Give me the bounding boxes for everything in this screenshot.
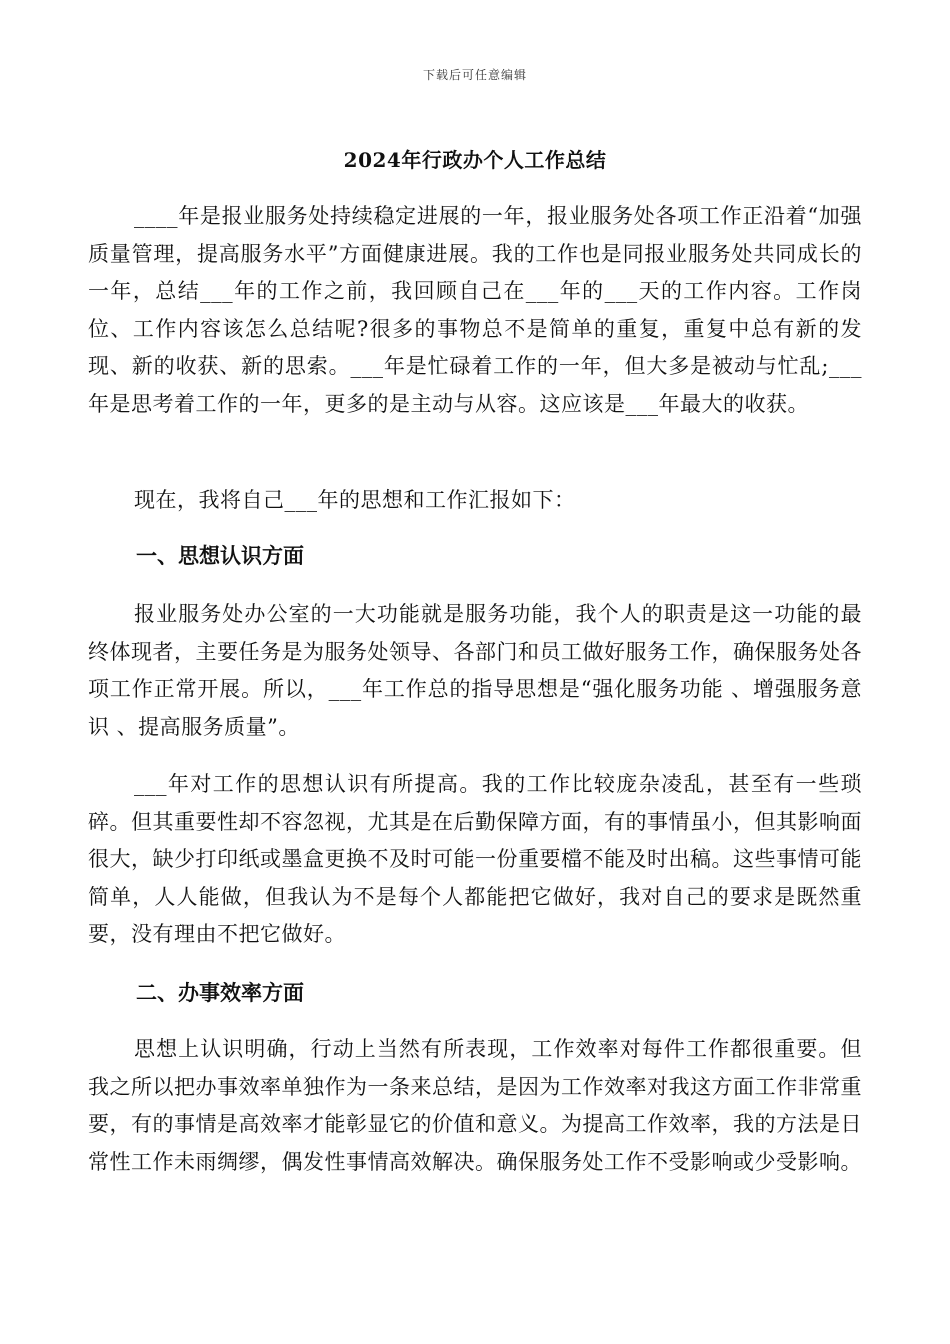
paragraph-service-function: 报业服务处办公室的一大功能就是服务功能，我个人的职责是这一功能的最终体现者，主要任务是为服务处领导、各部门和员工做好服务工作，确保服务处各项工作正常开展。所以，___年工作总的指导思想是“强化服务功能 、增强服务意识 、提高服务质量”。: [88, 602, 862, 739]
page-title: 2024年行政办个人工作总结: [343, 148, 607, 172]
section-heading-thinking: 一、思想认识方面: [136, 543, 304, 568]
paragraph-report-lead: 现在，我将自己___年的思想和工作汇报如下：: [134, 488, 576, 512]
paragraph-intro: ____年是报业服务处持续稳定进展的一年，报业服务处各项工作正沿着“加强质量管理，提高服务水平”方面健康进展。我的工作也是同报业服务处共同成长的一年，总结___年的工作之前，我回顾自己在___年的___天的工作内容。工作岗位、工作内容该怎么总结呢?很多的事物总不是简单的重复，重复中总有新的发现、新的收获、新的思索。___年是忙碌着工作的一年，但大多是被动与忙乱;___年是思考着工作的一年，更多的是主动与从容。这应该是___年最大的收获。: [88, 204, 862, 416]
section-heading-efficiency: 二、办事效率方面: [136, 980, 304, 1005]
header-note: 下载后可任意编辑: [422, 68, 527, 82]
paragraph-awareness: ___年对工作的思想认识有所提高。我的工作比较庞杂凌乱，甚至有一些琐碎。但其重要性却不容忽视，尤其是在后勤保障方面，有的事情虽小，但其影响面很大，缺少打印纸或墨盒更换不及时可能一份重要檔不能及时出稿。这些事情可能简单，人人能做，但我认为不是每个人都能把它做好，我对自己的要求是既然重要，没有理由不把它做好。: [88, 772, 862, 946]
paragraph-efficiency: 思想上认识明确，行动上当然有所表现，工作效率对每件工作都很重要。但我之所以把办事效率单独作为一条来总结，是因为工作效率对我这方面工作非常重要，有的事情是高效率才能彰显它的价值和意义。为提高工作效率，我的方法是日常性工作未雨绸缪，偶发性事情高效解决。确保服务处工作不受影响或少受影响。: [88, 1037, 862, 1174]
